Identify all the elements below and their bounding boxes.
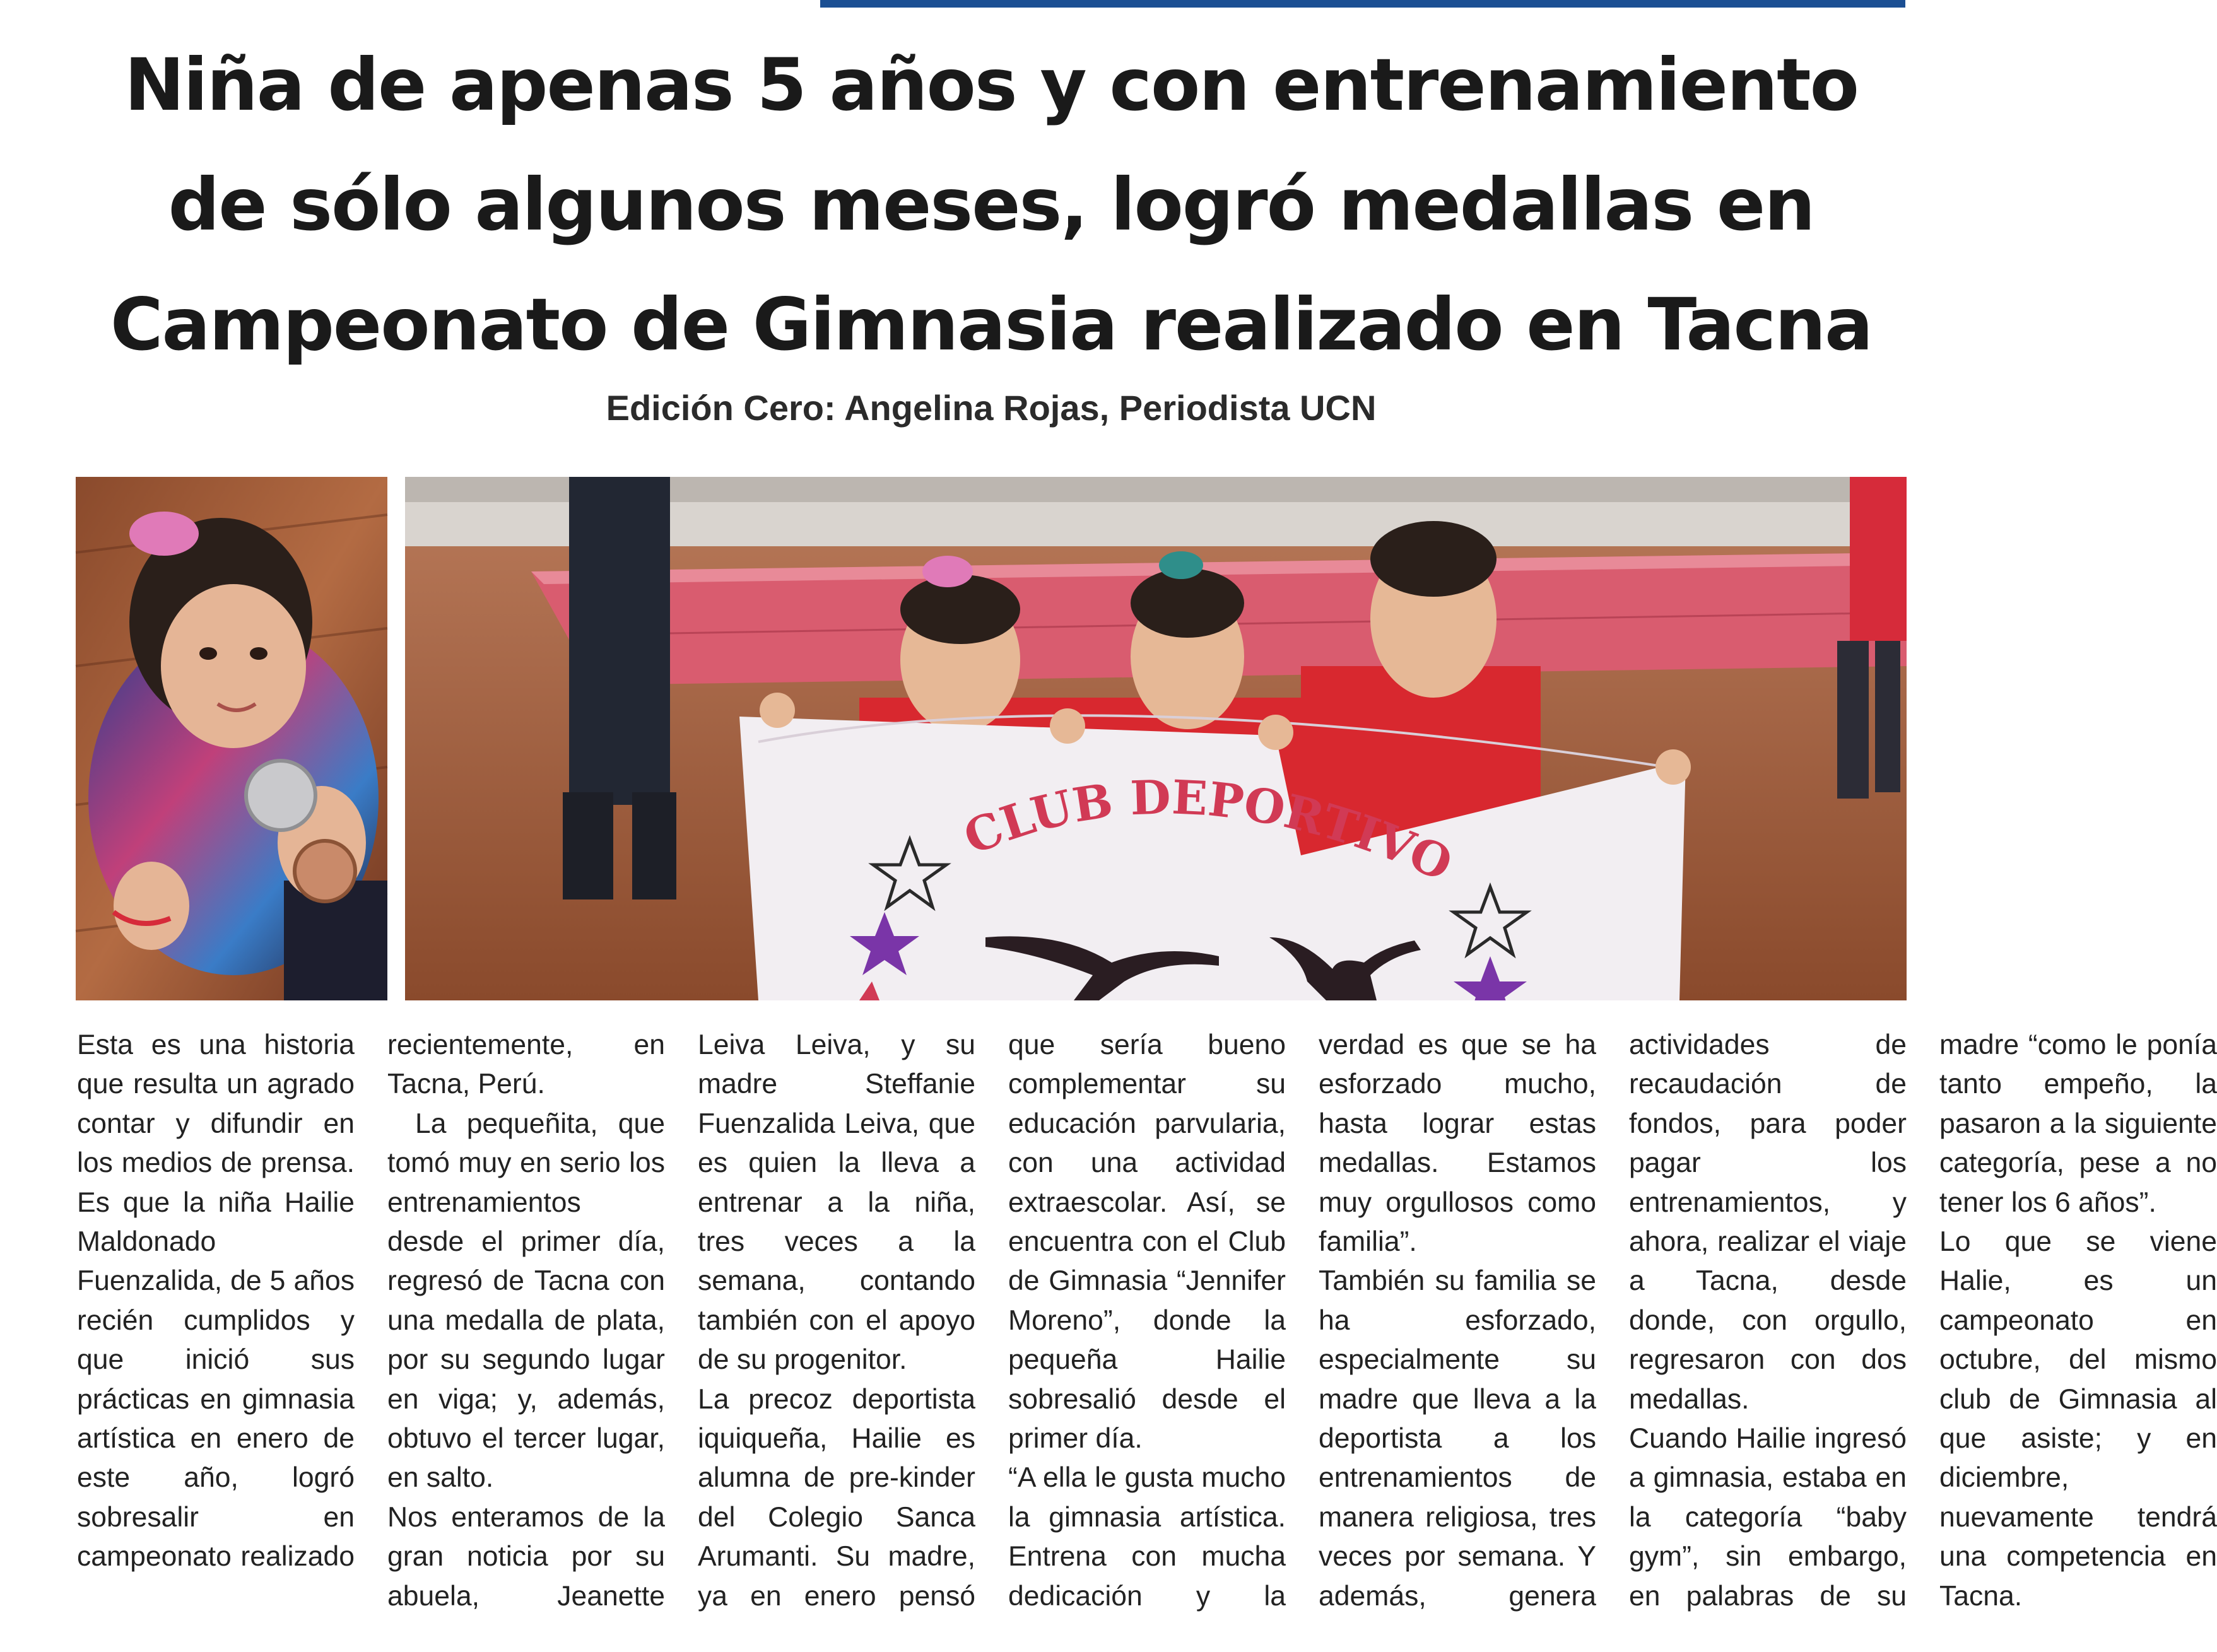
photo-girl-with-medals <box>76 477 387 1000</box>
photo-girls-with-banner <box>405 477 1907 1000</box>
article-paragraph-8: Lo que se viene Halie, es un campeonato en octubre, del mismo club de Gimnasia al que asiste; y en diciembre, nuevamente tendrá una competencia en Tacna. <box>1939 1226 2217 1612</box>
article-body <box>77 1026 2217 1619</box>
top-accent-rule <box>820 0 1905 8</box>
article-paragraph-5: “A ella le gusta mucho la gimnasia artística. Entrena con mucha dedicación y la verdad es que se ha esforzado mucho, hasta lograr estas medallas. Estamos muy orgullosos como familia”. <box>1008 1029 1596 1612</box>
headline-line-3: Campeonato de Gimnasia realizado en Tacna <box>110 283 1873 366</box>
article-paragraph-7: Cuando Hailie ingresó a gimnasia, estaba en la categoría “baby gym”, sin embargo, en palabras de su madre “como le ponía tanto empeño, la pasaron a la siguiente categoría, pese a no tener los 6 años”. <box>1629 1029 2217 1612</box>
article-paragraph-1: Esta es una historia que resulta un agrado contar y difundir en los medios de prensa. Es que la niña Hailie Maldonado Fuenzalida, de 5 años recién cumplidos y que inició sus prácticas en gimnasia artística en enero de este año, logró sobresalir en campeonato realizado recientemente, en Tacna, Perú. <box>77 1029 665 1573</box>
article-paragraph-4: La precoz deportista iquiqueña, Hailie es alumna de pre-kinder del Colegio Sanca Arumanti. Su madre, ya en enero pensó que sería bueno complementar su educación parvularia, con una actividad extraescolar. Así, se encuentra con el Club de Gimnasia “Jennifer Moreno”, donde la pequeña Hailie sobresalió desde el primer día. <box>698 1029 1286 1612</box>
article-paragraph-2: La pequeñita, que tomó muy en serio los entrenamientos desde el primer día, regresó de Tacna con una medalla de plata, por su segundo lugar en viga; y, además, obtuvo el tercer lugar, en salto. <box>387 1108 665 1494</box>
photo-girl-with-medals-illustration <box>76 477 387 1000</box>
headline-line-1: Niña de apenas 5 años y con entrenamiento <box>124 43 1858 127</box>
headline-line-2: de sólo algunos meses, logró medallas en <box>168 163 1814 247</box>
article-paragraph-3: Nos enteramos de la gran noticia por su abuela, Jeanette Leiva Leiva, y su madre Steffanie Fuenzalida Leiva, que es quien la lleva a entrenar a la niña, tres veces a la semana, contando también con el apoyo de su progenitor. <box>387 1029 975 1612</box>
article-headline <box>63 25 1919 385</box>
banner-text-path: CLUB DEPORTIVO <box>956 770 1461 893</box>
article-paragraph-6: También su familia se ha esforzado, especialmente su madre que lleva a la deportista a los entrenamientos de manera religiosa, tres veces por semana. Y además, genera actividades de recaudación de fondos, para poder pagar los entrenamientos, y ahora, realizar el viaje a Tacna, desde donde, con orgullo, regresaron con dos medallas. <box>1319 1029 1907 1612</box>
photo-girls-with-banner-illustration <box>405 477 1907 1000</box>
article-byline: Edición Cero: Angelina Rojas, Periodista UCN <box>606 388 1377 428</box>
